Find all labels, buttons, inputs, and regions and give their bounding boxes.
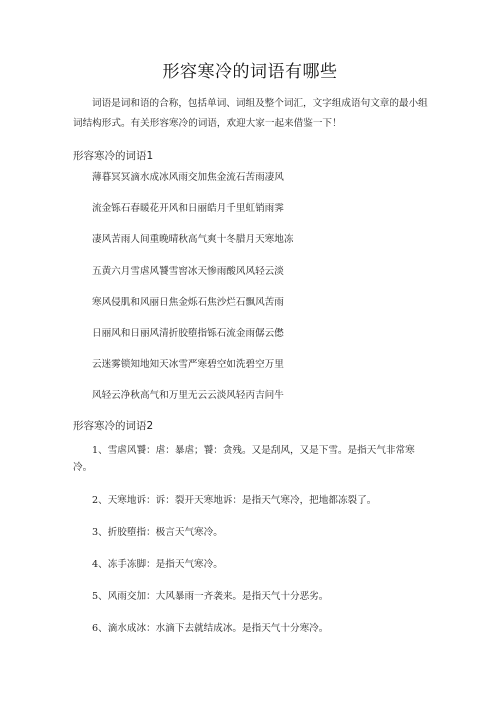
phrase-line: 薄暮冥冥滴水成冰风雨交加焦金流石苦雨凄风 — [92, 172, 284, 183]
definition-item: 6、滴水成冰：水滴下去就结成冰。是指天气十分寒冷。 — [92, 623, 329, 634]
definition-list — [73, 442, 433, 652]
intro-paragraph: 词语是词和语的合称，包括单词、词组及整个词汇，文字组成语句文章的最小组词结构形式。有关形容寒冷的词语，欢迎大家一起来借鉴一下！ — [73, 98, 428, 129]
section-heading-2: 形容寒冷的词语2 — [73, 420, 154, 432]
section-heading-1: 形容寒冷的词语1 — [73, 150, 154, 162]
definition-item: 1、雪虐风饕：虐：暴虐；饕：贪残。又是刮风，又是下雪。是指天气非常寒冷。 — [73, 445, 415, 473]
phrase-line: 日丽风和日丽风清折胶堕指铄石流金雨僝云僽 — [92, 327, 284, 339]
phrase-line: 寒风侵肌和风丽日焦金烁石焦沙烂石飘风苦雨 — [92, 296, 284, 308]
phrase-line: 流金铄石春暖花开风和日丽皓月千里虹销雨霁 — [92, 203, 284, 215]
definition-item: 3、折胶堕指：极言天气寒冷。 — [92, 527, 223, 538]
phrase-line: 五黄六月雪虐风饕雪窖冰天惨雨酸风风轻云淡 — [92, 265, 284, 277]
definition-item: 2、天寒地诉：诉：裂开天寒地诉：是指天气寒冷，把地都冻裂了。 — [92, 495, 377, 506]
definition-item: 4、冻手冻脚：是指天气寒冷。 — [92, 559, 223, 570]
phrase-line: 凄风苦雨人间重晚晴秋高气爽十冬腊月天寒地冻 — [92, 234, 294, 246]
definition-item: 5、风雨交加：大风暴雨一齐袭来。是指天气十分恶劣。 — [92, 591, 329, 602]
page-title: 形容寒冷的词语有哪些 — [162, 62, 338, 82]
phrase-line: 云迷雾锁知地知天冰雪严寒碧空如洗碧空万里 — [92, 359, 284, 371]
phrase-line: 风轻云净秋高气和万里无云云淡风轻丙吉问牛 — [92, 390, 284, 402]
phrase-list — [92, 171, 293, 421]
